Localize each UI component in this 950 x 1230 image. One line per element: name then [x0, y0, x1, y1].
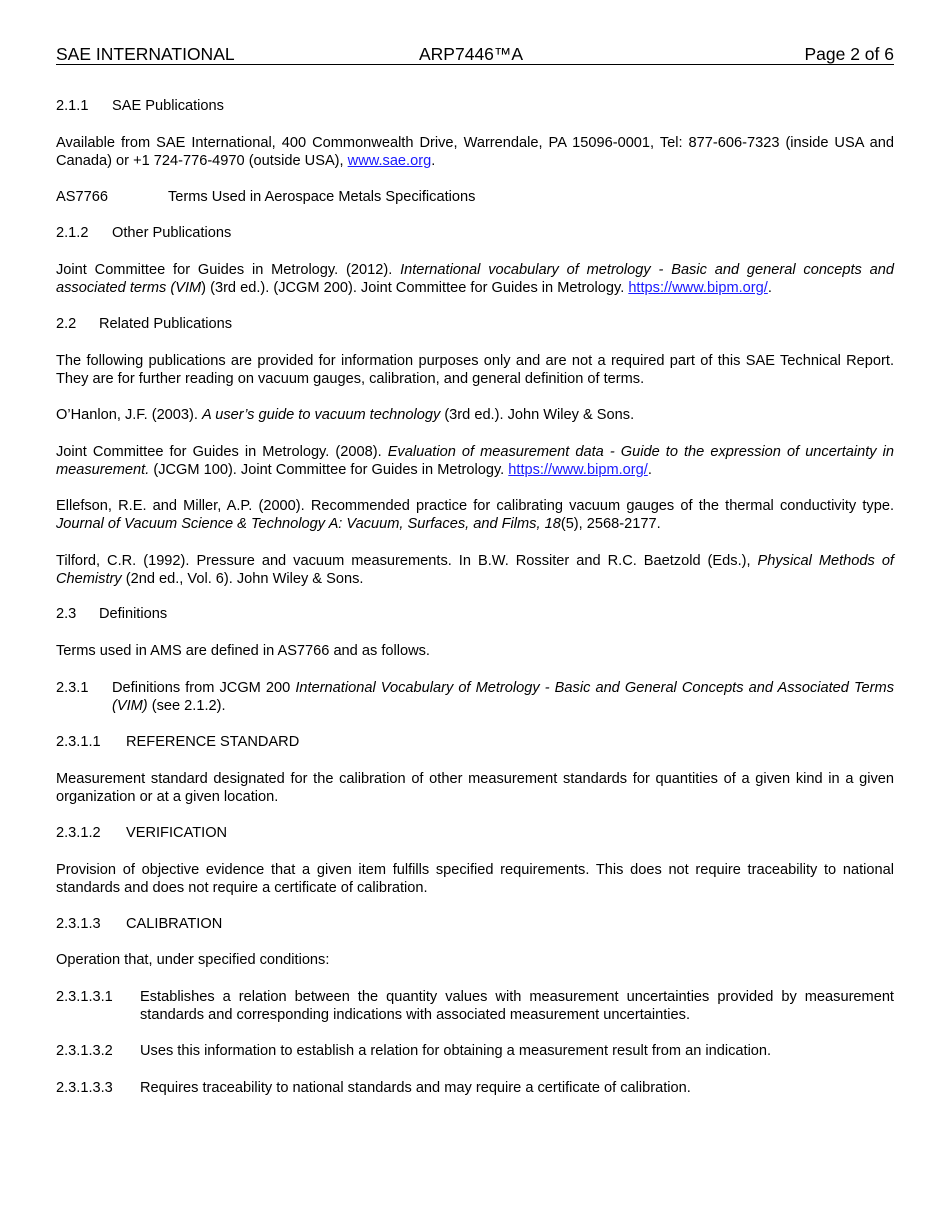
reference-tilford	[56, 552, 894, 588]
citation-text: O’Hanlon, J.F. (2003).	[56, 407, 203, 423]
section-number: 2.3.1	[56, 680, 89, 696]
section-number: 2.1.2	[56, 225, 89, 241]
paragraph-text: Available from SAE International, 400 Commonwealth Drive, Warrendale, PA 15096-0001, Tel: 877-606-7323 (inside USA and Canada) or +1 724-776-4970 (outside USA),	[56, 135, 894, 169]
paragraph-end: .	[431, 153, 436, 169]
citation-text: (3rd ed.). John Wiley & Sons.	[440, 407, 635, 423]
citation-end: .	[767, 280, 772, 296]
citation-title: A user’s guide to vacuum technology	[202, 407, 441, 423]
item-text: Uses this information to establish a relation for obtaining a measurement result from an indication.	[140, 1043, 772, 1059]
item-text: Requires traceability to national standards and may require a certificate of calibration.	[140, 1080, 691, 1096]
item-number: 2.3.1.3.3	[56, 1080, 113, 1096]
header-page-number: Page 2 of 6	[804, 44, 894, 64]
citation-text: Tilford, C.R. (1992). Pressure and vacuum measurements. In B.W. Rossiter and R.C. Baetzold (Eds.),	[56, 553, 758, 569]
citation-text: Joint Committee for Guides in Metrology. (2012).	[56, 262, 401, 278]
reference-as7766	[56, 188, 894, 206]
verification-definition: Provision of objective evidence that a given item fulfills specified requirements. This does not require traceability to national standards and does not require a certificate of calibration.	[56, 862, 894, 896]
section-title-italic: International Vocabulary of Metrology - Basic and General Concepts and Associated Terms (VIM)	[112, 680, 894, 714]
citation-title: Physical Methods of Chemistry	[56, 553, 894, 587]
citation-text: (2nd ed., Vol. 6). John Wiley & Sons.	[121, 571, 364, 587]
section-number: 2.2	[56, 316, 77, 332]
section-heading-2-3-1-1	[56, 733, 894, 751]
section-heading-2-3-1-3	[56, 915, 894, 933]
related-intro-paragraph: The following publications are provided for information purposes only and are not a required part of this SAE Technical Report. They are for further reading on vacuum gauges, calibration, and general definition of terms.	[56, 353, 894, 387]
citation-title: Evaluation of measurement data - Guide to the expression of uncertainty in measurement.	[56, 444, 894, 478]
citation-text: Joint Committee for Guides in Metrology. (2008).	[56, 444, 388, 460]
section-heading-2-3-1-2	[56, 824, 894, 842]
section-body	[112, 679, 894, 715]
header-org: SAE INTERNATIONAL	[56, 44, 235, 64]
reference-ellefson	[56, 497, 894, 533]
reference-jcgm100	[56, 443, 894, 479]
section-heading-2-1-2	[56, 224, 894, 242]
citation-text: (JCGM 100). Joint Committee for Guides in Metrology.	[149, 462, 509, 478]
reference-title: Terms Used in Aerospace Metals Specifications	[168, 189, 476, 205]
citation-title: Journal of Vacuum Science & Technology A: Vacuum, Surfaces, and Films, 18	[56, 516, 561, 532]
bipm-link[interactable]: https://www.bipm.org/	[628, 280, 768, 296]
section-text: Definitions from JCGM 200	[112, 680, 296, 696]
reference-standard-definition: Measurement standard designated for the calibration of other measurement standards for quantities of a given kind in a given organization or at a given location.	[56, 771, 894, 805]
section-heading-2-3	[56, 605, 894, 623]
section-title: VERIFICATION	[126, 825, 228, 841]
section-title: REFERENCE STANDARD	[126, 734, 300, 750]
list-item-2-3-1-3-1	[56, 988, 894, 1024]
sae-availability-paragraph	[56, 134, 894, 170]
item-text: Establishes a relation between the quantity values with measurement uncertainties provided by measurement standards and corresponding indications with associated measurement uncertainties.	[140, 989, 894, 1023]
reference-ohanlon	[56, 406, 894, 424]
section-number: 2.1.1	[56, 98, 89, 114]
section-text: (see 2.1.2).	[147, 698, 226, 714]
section-number: 2.3.1.3	[56, 916, 101, 932]
section-number: 2.3.1.2	[56, 825, 101, 841]
section-title: CALIBRATION	[126, 916, 223, 932]
citation-end: .	[647, 462, 652, 478]
section-number: 2.3	[56, 606, 77, 622]
bipm-link[interactable]: https://www.bipm.org/	[508, 462, 648, 478]
list-item-2-3-1-3-2	[56, 1042, 894, 1060]
reference-code: AS7766	[56, 189, 108, 205]
section-title: Related Publications	[99, 316, 233, 332]
section-title: Definitions	[99, 606, 168, 622]
section-title: Other Publications	[112, 225, 232, 241]
section-heading-2-3-1	[56, 679, 894, 715]
citation-text: (5), 2568-2177.	[560, 516, 661, 532]
section-heading-2-1-1	[56, 97, 894, 115]
header-doc-number: ARP7446™A	[419, 44, 524, 64]
citation-text: Ellefson, R.E. and Miller, A.P. (2000). Recommended practice for calibrating vacuum gauges of the thermal conductivity type.	[56, 498, 894, 514]
section-title: SAE Publications	[112, 98, 224, 114]
section-heading-2-2	[56, 315, 894, 333]
page-header	[56, 44, 894, 65]
section-number: 2.3.1.1	[56, 734, 101, 750]
item-number: 2.3.1.3.2	[56, 1043, 113, 1059]
sae-website-link[interactable]: www.sae.org	[347, 153, 432, 169]
calibration-intro: Operation that, under specified conditions:	[56, 952, 330, 968]
reference-jcgm200	[56, 261, 894, 297]
citation-text: ) (3rd ed.). (JCGM 200). Joint Committee for Guides in Metrology.	[201, 280, 629, 296]
list-item-2-3-1-3-3	[56, 1079, 894, 1097]
definitions-intro: Terms used in AMS are defined in AS7766 and as follows.	[56, 643, 430, 659]
citation-title: International vocabulary of metrology - Basic and general concepts and associated terms (VIM	[56, 262, 894, 296]
item-number: 2.3.1.3.1	[56, 989, 113, 1005]
